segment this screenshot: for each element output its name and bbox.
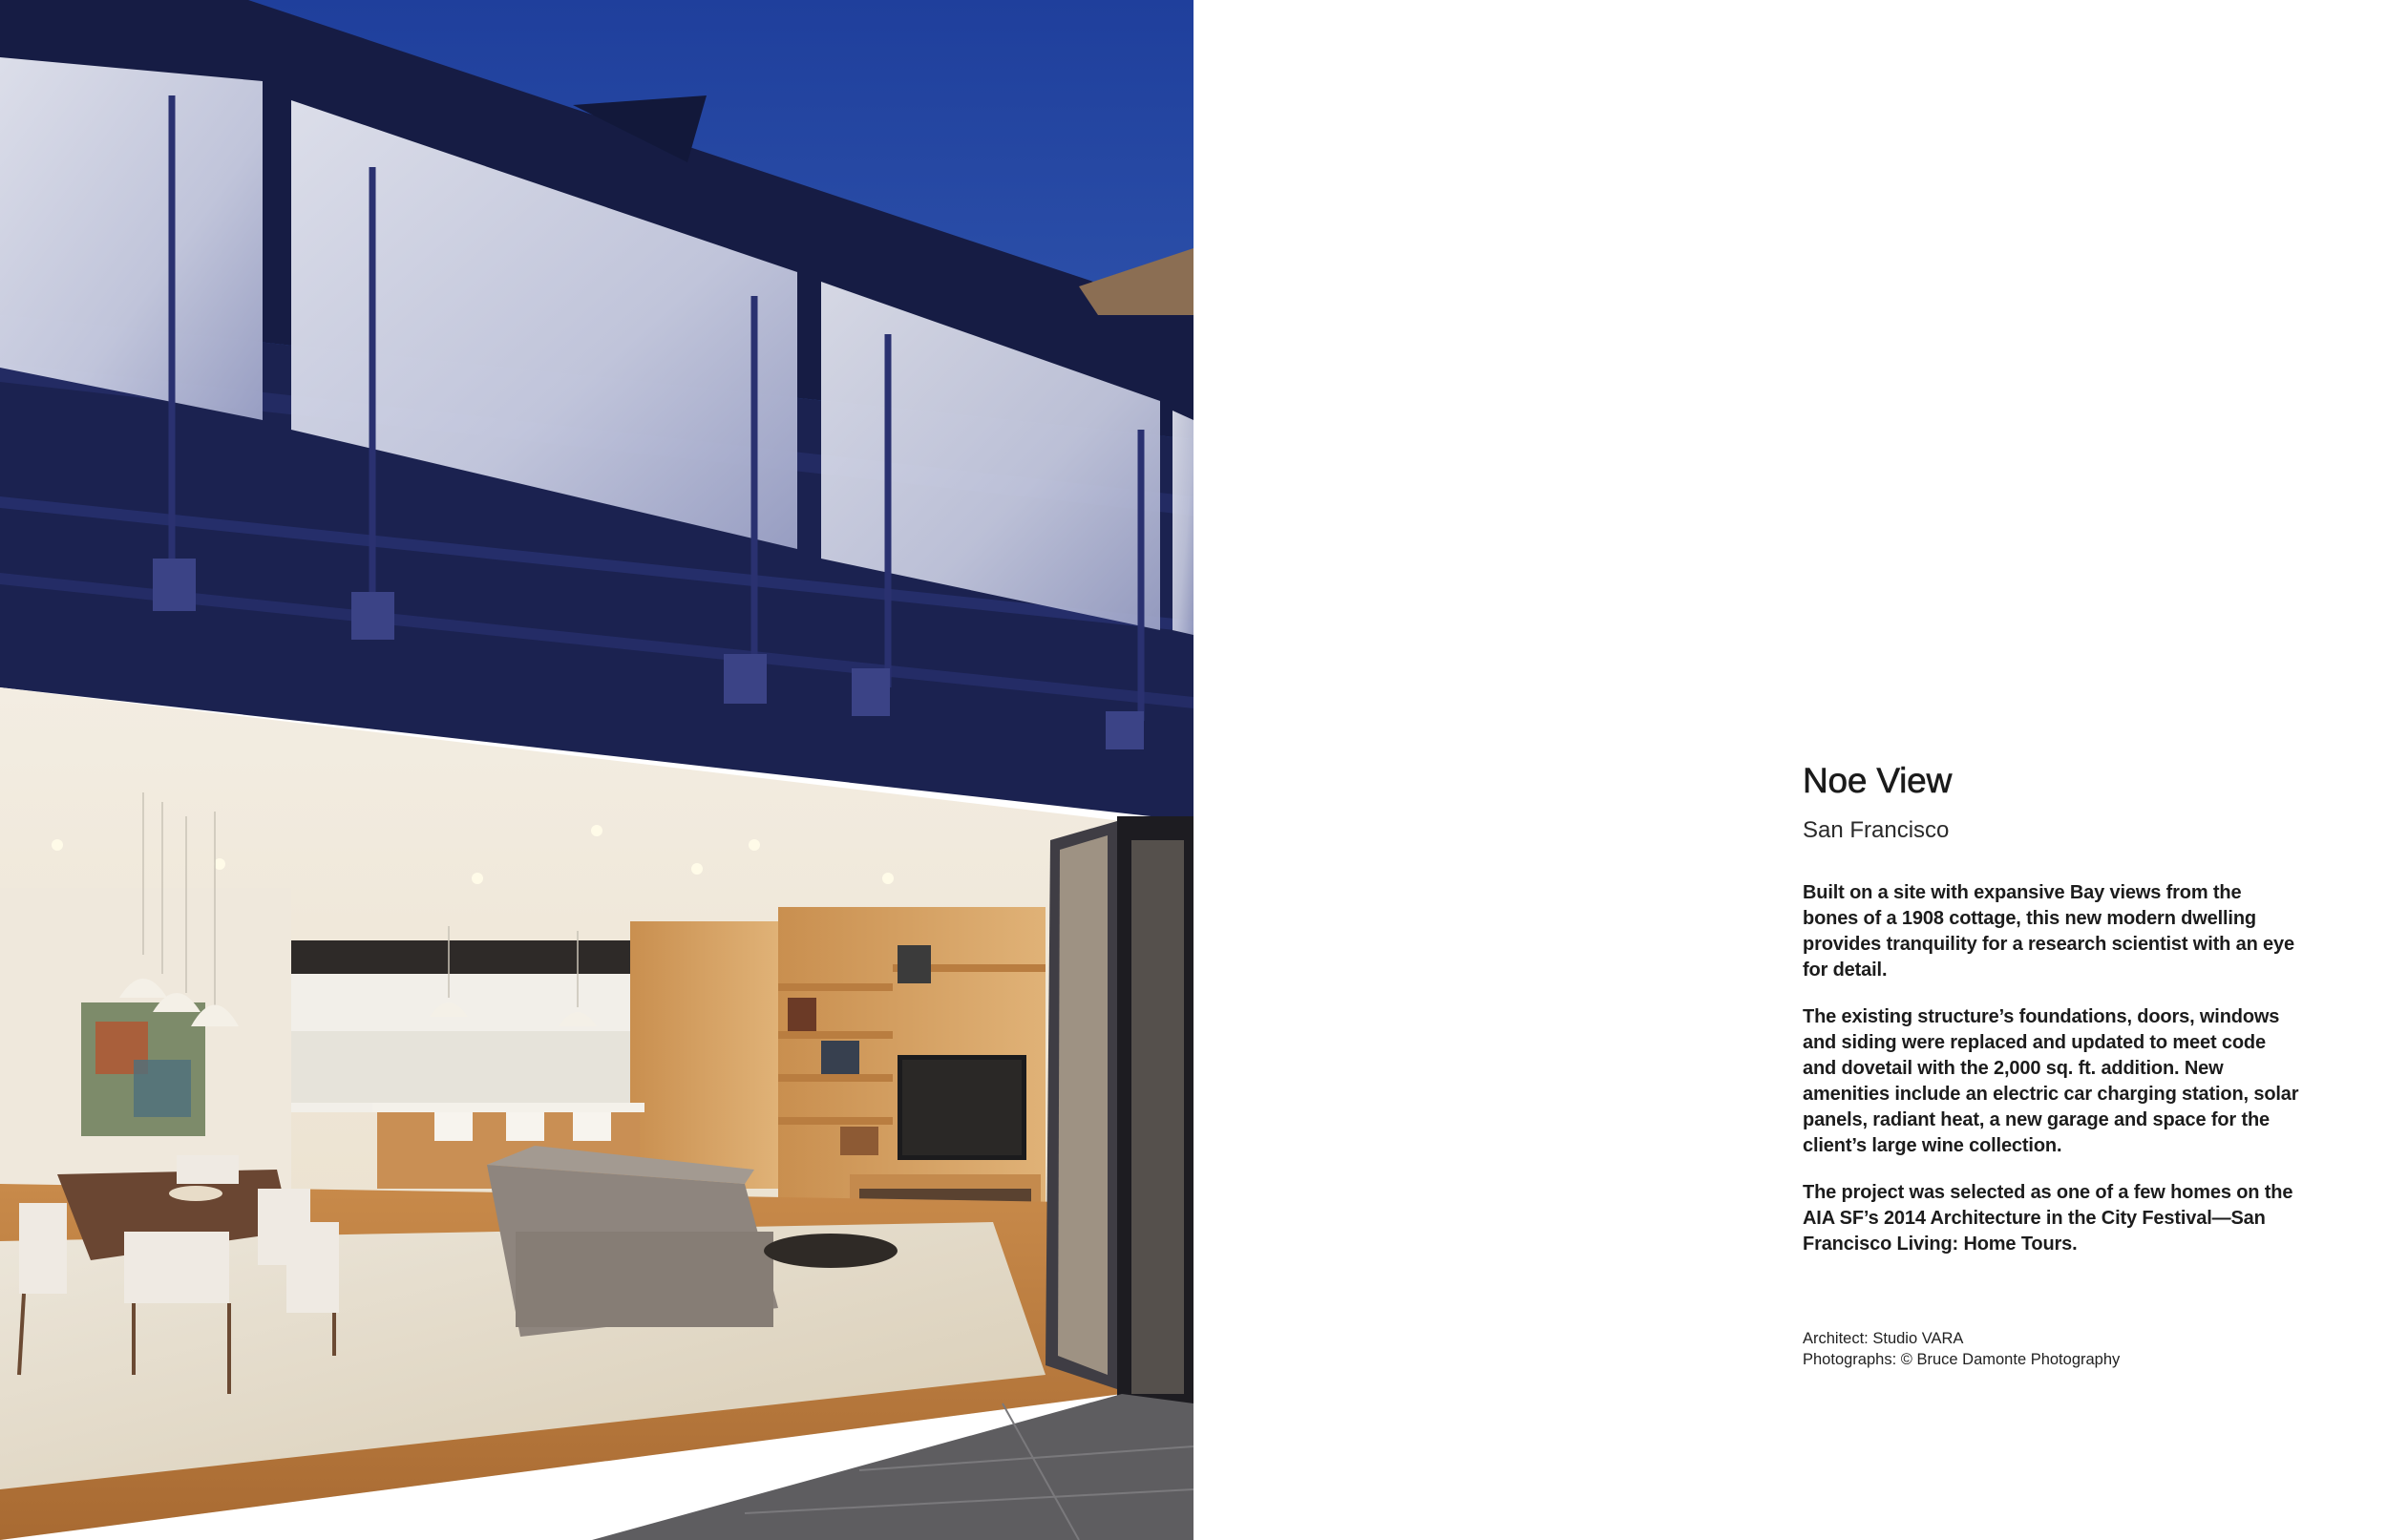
project-title: Noe View (1803, 761, 1953, 800)
body-paragraph-1: Built on a site with expansive Bay views from the bones of a 1908 cottage, this new modern dwelling provides tranquility for a research scientist with an eye for detail. (1803, 882, 2294, 981)
photo-credits (1803, 1328, 2299, 1370)
photographer-credit: Photographs: © Bruce Damonte Photography (1803, 1351, 2121, 1368)
article-text-column (1803, 759, 2299, 1370)
project-location: San Francisco (1803, 817, 1950, 843)
body-paragraph-2: The existing structure’s foundations, doors, windows and siding were replaced and updated to meet code and dovetail with the 2,000 sq. ft. addition. New amenities include an electric car charging station, solar panels, radiant heat, a new garage and space for the client’s large wine collection. (1803, 1006, 2299, 1156)
architect-credit: Architect: Studio VARA (1803, 1330, 1964, 1347)
article-body (1803, 880, 2299, 1257)
body-paragraph-3: The project was selected as one of a few homes on the AIA SF’s 2014 Architecture in the City Festival—San Francisco Living: Home Tours. (1803, 1182, 2293, 1255)
